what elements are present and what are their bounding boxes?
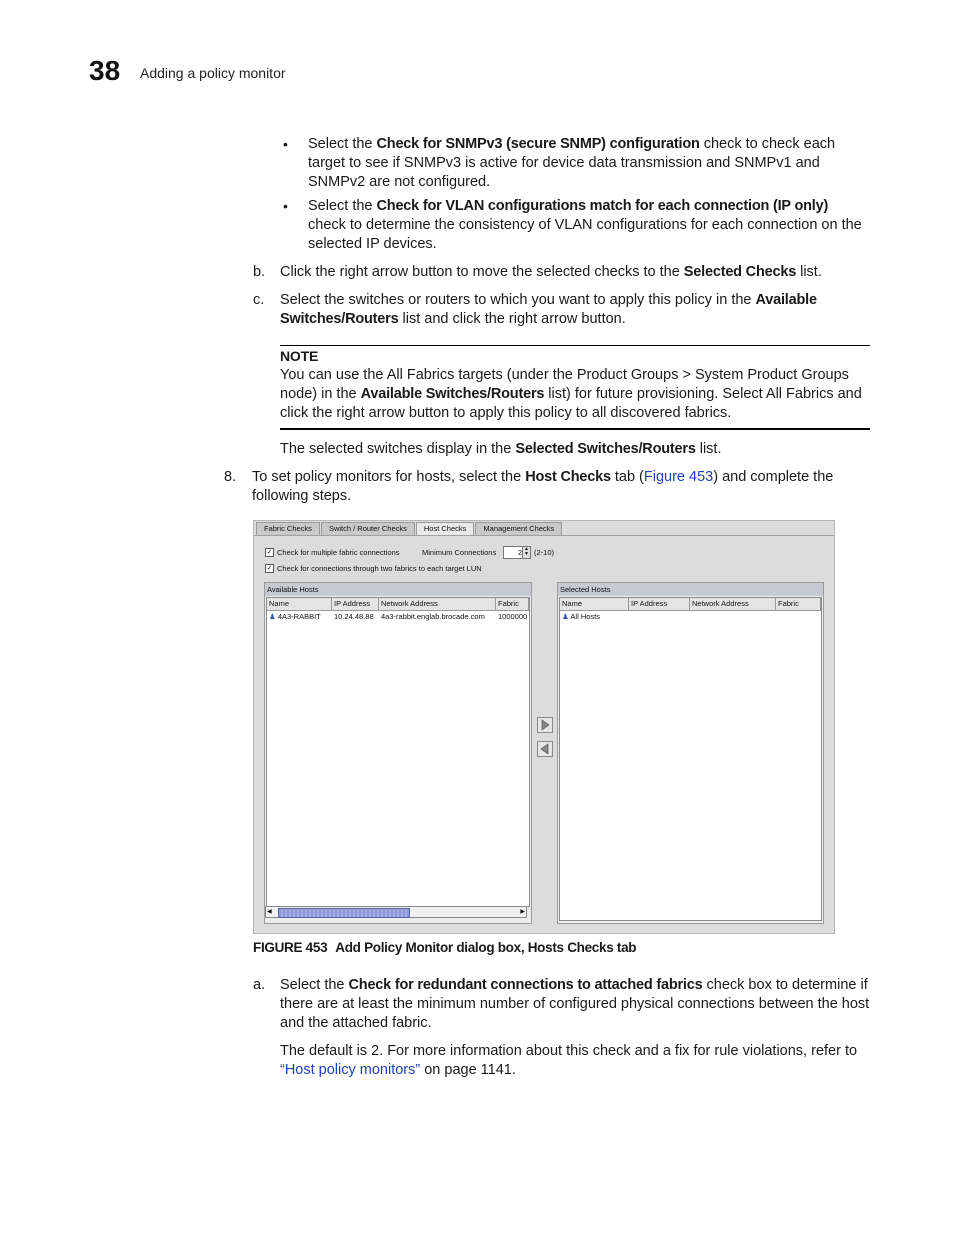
- move-left-button[interactable]: [537, 741, 553, 757]
- column-header[interactable]: IP Address: [332, 598, 379, 610]
- bullet-bold: Check for SNMPv3 (secure SNMP) configuration: [376, 136, 700, 152]
- step-a-text: [280, 976, 870, 1033]
- para-bold: Selected Switches/Routers: [515, 441, 696, 457]
- step-b-text: [280, 263, 870, 282]
- bullet-dot: •: [283, 136, 288, 152]
- horizontal-scrollbar[interactable]: [265, 906, 527, 918]
- min-connections-range: (2-10): [534, 548, 555, 557]
- multiple-fabric-label: Check for multiple fabric connections: [277, 548, 400, 557]
- step-bold: Check for redundant connections to attached fabrics: [348, 977, 703, 993]
- note-text-part: You can use the All Fabrics targets (under the Product Groups > System Product Groups node) in the: [280, 367, 849, 402]
- para-text: The default is 2. For more information about this check and a fix for rule violations, refer to: [280, 1043, 858, 1059]
- column-header[interactable]: Name: [267, 598, 332, 610]
- multiple-fabric-checkbox[interactable]: ✓: [266, 549, 273, 556]
- min-connections-value: 2: [517, 548, 522, 557]
- host-name: 4A3-RABBIT: [277, 612, 321, 621]
- step-text: Select the switches or routers to which you want to apply this policy in the: [280, 292, 756, 308]
- min-connections-spinner[interactable]: [503, 546, 531, 559]
- step-text: list.: [796, 264, 822, 280]
- policy-monitor-dialog: [253, 520, 835, 934]
- ip-cell: [629, 611, 690, 622]
- available-hosts-title: Available Hosts: [265, 583, 531, 596]
- ip-cell: 10.24.48.88: [334, 612, 374, 621]
- step-text: To set policy monitors for hosts, select the: [252, 469, 526, 485]
- tab-divider: [254, 535, 834, 536]
- step-marker: b.: [253, 264, 266, 280]
- tab-bar: [256, 522, 563, 535]
- host-name: All Hosts: [570, 612, 600, 621]
- column-header[interactable]: Name: [560, 598, 629, 610]
- host-name-cell: [267, 611, 332, 622]
- selected-hosts-panel: [557, 582, 824, 924]
- note-bold: Available Switches/Routers: [360, 386, 545, 402]
- figure-link[interactable]: Figure 453: [643, 469, 714, 485]
- step-8-text: [252, 468, 852, 506]
- tab-fabric-checks[interactable]: Fabric Checks: [256, 522, 320, 535]
- network-cell: [690, 611, 776, 622]
- note-box: [280, 345, 870, 430]
- step-marker: 8.: [224, 469, 237, 485]
- bullet-snmpv3: [308, 135, 870, 192]
- bullet-bold: Check for VLAN configurations match for each connection (IP only): [376, 198, 829, 214]
- tab-management-checks[interactable]: Management Checks: [475, 522, 562, 535]
- step-text: tab (: [610, 469, 644, 485]
- step-text: check box to determine if there are at least the minimum number of configured physical connections between the host and the attached fabric.: [280, 977, 870, 1031]
- figure-caption: [253, 938, 644, 957]
- tab-host-checks[interactable]: Host Checks: [416, 522, 475, 535]
- table-header: [267, 598, 529, 611]
- move-right-button[interactable]: [537, 717, 553, 733]
- figure-number: FIGURE 453: [253, 940, 328, 955]
- min-connections-label: Minimum Connections: [422, 548, 497, 557]
- available-hosts-table[interactable]: [266, 597, 530, 907]
- bullet-vlan: [308, 197, 870, 254]
- host-policy-link[interactable]: “Host policy monitors”: [280, 1062, 421, 1078]
- host-group-icon: ♟: [562, 612, 569, 621]
- step-bold: Available Switches/Routers: [280, 292, 817, 327]
- selected-switches-text: [280, 440, 870, 459]
- scroll-right-icon[interactable]: ▶: [520, 909, 525, 915]
- fabric-cell: [776, 611, 821, 622]
- network-cell: 4a3-rabbit.englab.brocade.com: [381, 612, 485, 621]
- para-text: The selected switches display in the: [280, 441, 516, 457]
- step-marker: a.: [253, 977, 266, 993]
- para-text: on page 1141.: [420, 1062, 516, 1078]
- step-text: list and click the right arrow button.: [398, 311, 626, 327]
- step-text: Click the right arrow button to move the selected checks to the: [280, 264, 684, 280]
- figure-caption-text: Add Policy Monitor dialog box, Hosts Checks tab: [335, 940, 637, 955]
- step-text: ) and complete the following steps.: [252, 469, 834, 504]
- column-header[interactable]: Fabric: [496, 598, 529, 610]
- column-header[interactable]: Network Address: [379, 598, 496, 610]
- bullet-text: Select the: [308, 198, 377, 214]
- table-row[interactable]: [267, 611, 529, 622]
- para-text: list.: [695, 441, 722, 457]
- arrow-right-icon: [538, 718, 552, 732]
- column-header[interactable]: IP Address: [629, 598, 690, 610]
- step-bold: Host Checks: [525, 469, 611, 485]
- tab-switch-router-checks[interactable]: Switch / Router Checks: [321, 522, 415, 535]
- available-hosts-panel: [264, 582, 532, 924]
- note-text-part: list) for future provisioning. Select All Fabrics and click the right arrow button to apply this policy to all discovered fabrics.: [280, 386, 862, 421]
- table-row[interactable]: [560, 611, 821, 622]
- step-bold: Selected Checks: [683, 264, 797, 280]
- selected-hosts-title: Selected Hosts: [558, 583, 823, 596]
- fabric-cell: 1000000: [498, 612, 528, 621]
- scrollbar-thumb[interactable]: [278, 908, 410, 918]
- host-icon: ♟: [269, 612, 276, 621]
- table-header: [560, 598, 821, 611]
- chapter-title: Adding a policy monitor: [140, 65, 286, 81]
- note-text: [280, 366, 870, 423]
- step-c-text: [280, 291, 870, 329]
- bullet-text: check to check each target to see if SNMPv3 is active for device data transmission and SNMPv1 and SNMPv2 are not configured.: [308, 136, 836, 190]
- two-fabrics-checkbox[interactable]: ✓: [266, 565, 273, 572]
- default-para: [280, 1042, 870, 1080]
- column-header[interactable]: Network Address: [690, 598, 776, 610]
- bullet-text: check to determine the consistency of VLAN configurations for each connection on the selected IP devices.: [308, 217, 862, 252]
- column-header[interactable]: Fabric: [776, 598, 821, 610]
- bullet-text: Select the: [308, 136, 377, 152]
- step-text: Select the: [280, 977, 349, 993]
- step-marker: c.: [253, 292, 265, 308]
- spinner-arrows-icon[interactable]: ▲ ▼: [522, 547, 530, 558]
- selected-hosts-table[interactable]: [559, 597, 822, 921]
- two-fabrics-label: Check for connections through two fabrics to each target LUN: [277, 564, 482, 573]
- chapter-number: 38: [89, 55, 121, 86]
- arrow-left-icon: [538, 742, 552, 756]
- note-label: NOTE: [280, 348, 319, 364]
- bullet-dot: •: [283, 198, 288, 214]
- host-name-cell: [560, 611, 629, 622]
- scroll-left-icon[interactable]: ◀: [267, 909, 272, 915]
